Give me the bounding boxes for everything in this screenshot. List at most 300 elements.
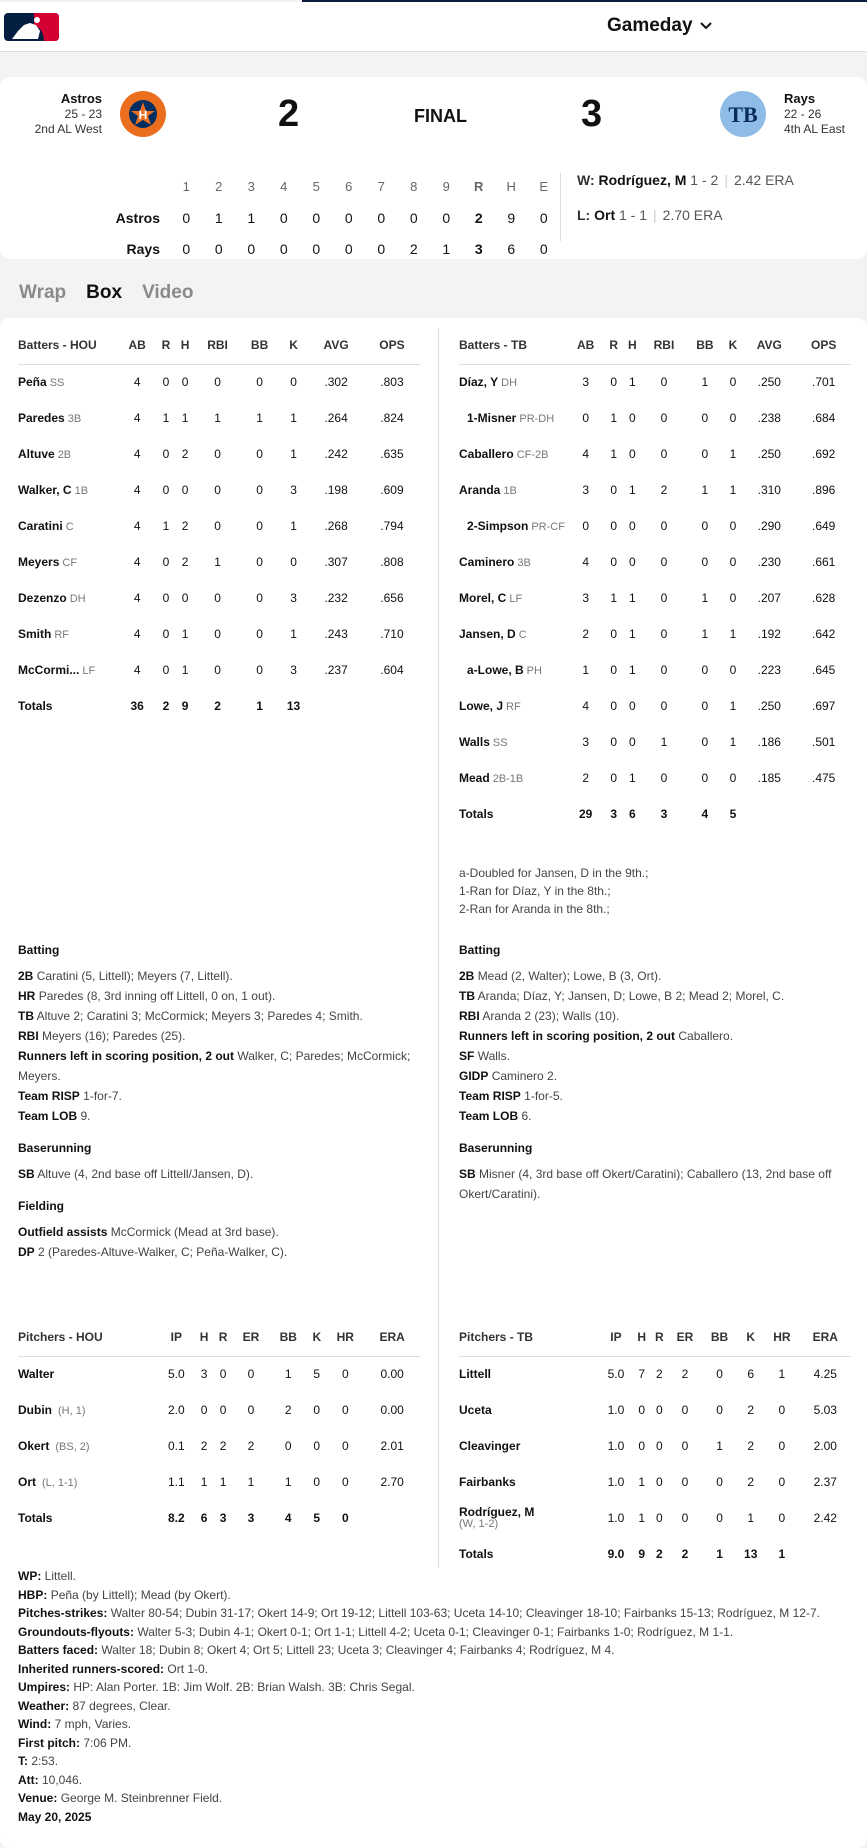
column-header[interactable]: RBI [642,326,687,364]
totals-cell: 36 [130,699,144,713]
totals-cell [742,796,796,832]
linescore-header-4: 4 [280,179,288,194]
column-header[interactable]: H [633,1318,651,1356]
pitcher-name[interactable]: Fairbanks [459,1475,516,1489]
notes-section-baserunning [18,1138,413,1184]
column-header[interactable]: K [737,1318,764,1356]
batter-name[interactable]: Caballero [459,447,514,461]
stat-cell: .604 [380,663,404,677]
pitcher-cell [459,1500,599,1536]
losing-pitcher[interactable]: L: Ort 1 - 1 | 2.70 ERA [577,207,723,223]
stat-cell: 0 [284,1439,292,1453]
mlb-logo[interactable] [4,13,59,41]
batter-position: 1B [74,485,89,497]
note-line [18,1242,413,1262]
note-text: 1-for-7. [83,1089,122,1103]
column-header[interactable]: H [623,326,642,364]
game-info-line [18,1678,848,1697]
batter-name[interactable]: Díaz, Y [459,375,499,390]
batter-position: RF [506,701,521,713]
win-pitcher-record: 1 - 2 [690,172,719,188]
totals-cell [796,796,851,832]
stat-cell: 0 [660,771,668,785]
linescore-cell: 9 [507,209,516,226]
linescore-team[interactable]: Rays [126,240,160,257]
note-text: McCormick (Mead at 3rd base). [110,1225,279,1239]
batter-cell [459,436,567,472]
batter-name[interactable]: Caratini [18,519,63,533]
note-label: GIDP [459,1069,489,1083]
stat-cell: 4 [133,375,141,390]
stat-cell: 1 [290,519,297,533]
stat-cell: 2 [582,771,590,785]
batter-name[interactable]: 1-Misner [467,411,517,425]
totals-cell: 2 [681,1547,689,1561]
linescore-cell: 0 [312,209,321,226]
note-line [18,986,413,1006]
batter-position: SS [492,737,508,749]
batter-name[interactable]: a-Lowe, B [467,663,524,677]
stat-cell: 1.0 [607,1511,625,1525]
stat-cell: 0 [778,1475,786,1489]
batter-position: DH [69,593,86,605]
batter-name[interactable]: Aranda [459,483,501,497]
stat-cell: 0 [701,663,709,677]
batter-name[interactable]: Mead [459,771,490,785]
winning-pitcher[interactable]: W: Rodríguez, M 1 - 2 | 2.42 ERA [577,172,794,188]
batter-row [459,436,851,472]
batter-row [459,760,851,796]
info-label: WP: [18,1569,42,1583]
column-header[interactable]: R [650,1318,668,1356]
linescore-cell: 0 [214,240,223,257]
game-info-line [18,1715,848,1734]
note-line [18,1026,413,1046]
info-value: Littell. [44,1569,77,1583]
note-line [459,1046,854,1066]
tb-game-notes [459,940,854,1204]
note-text: 2 (Paredes-Altuve-Walker, C; Peña-Walker, C). [38,1245,288,1259]
batter-name[interactable]: Walls [459,735,490,749]
stat-cell: 1 [181,663,189,677]
totals-row [18,1500,420,1536]
stat-cell: 0 [162,447,170,461]
info-value: 10,046. [42,1772,83,1787]
stat-cell: 0 [256,627,263,641]
column-header[interactable]: ER [668,1318,702,1356]
win-label: W: [577,172,595,188]
linescore-header-H: H [506,179,516,194]
stat-cell: 0 [681,1475,689,1489]
totals-cell: 8.2 [167,1511,185,1525]
stat-cell: 0.1 [167,1439,185,1453]
pitcher-row [18,1392,420,1428]
batter-position: C [518,629,527,641]
pitcher-name[interactable]: Uceta [459,1403,492,1417]
stat-cell: 6 [747,1367,755,1382]
column-header[interactable]: H [195,1318,214,1356]
stat-cell: 2 [181,519,189,533]
pitcher-cell [459,1392,599,1428]
stat-cell: .250 [757,699,781,713]
totals-cell: 1 [256,699,263,713]
stat-cell: 0 [610,699,618,713]
stat-cell: 0 [681,1511,689,1525]
stat-cell: 1 [747,1511,755,1525]
column-header[interactable]: K [724,326,743,364]
totals-cell: 13 [744,1547,758,1561]
rays-logo-letters: TB [728,102,758,127]
chevron-down-icon [699,21,713,31]
stat-cell: 0 [219,1367,227,1382]
stat-cell: 0 [629,411,636,425]
totals-label: Totals [459,807,494,821]
stat-cell: 1.0 [607,1439,625,1453]
column-header[interactable]: HR [326,1318,364,1356]
away-score: 2 [278,93,300,135]
column-header: Batters - HOU [18,326,118,364]
pitcher-name[interactable]: Ort [18,1475,36,1489]
batter-cell [459,508,567,544]
stat-cell: 0 [214,447,221,461]
stat-cell: 0 [638,1403,646,1417]
stat-cell: 0 [162,627,170,641]
column-header[interactable]: IP [158,1318,195,1356]
stat-cell: .250 [757,447,781,461]
stat-cell: 3 [290,663,297,677]
stat-cell: 2 [747,1475,755,1489]
batter-name[interactable]: 2-Simpson [467,519,529,533]
batter-row [18,508,420,544]
linescore-cell: 1 [214,209,223,226]
pitcher-row [459,1500,851,1536]
game-status: FINAL [414,106,467,126]
section-heading: Fielding [18,1199,64,1213]
batter-row [459,472,851,508]
astros-logo[interactable] [120,91,166,137]
stat-cell: 0 [610,375,618,390]
info-value: HP: Alan Porter. 1B: Jim Wolf. 2B: Brian Walsh. 3B: Chris Segal. [73,1680,415,1694]
batter-cell [459,652,567,688]
batter-position: LF [509,593,523,605]
totals-row [459,796,851,832]
column-header[interactable]: HR [764,1318,799,1356]
stat-cell: 0 [716,1403,723,1417]
stat-cell: 2.37 [813,1475,837,1489]
column-header[interactable]: H [176,326,195,364]
linescore-cell: 0 [539,209,548,226]
linescore-cell: 6 [507,240,516,257]
stat-cell: 0 [610,519,618,533]
game-info-line [18,1604,848,1623]
note-text: Caratini (5, Littell); Meyers (7, Littell). [36,969,233,983]
totals-cell: 3 [247,1511,255,1525]
stat-cell: 1 [638,1475,646,1489]
linescore-team[interactable]: Astros [115,209,160,226]
stat-cell: .649 [812,519,836,533]
stat-cell: 5.0 [167,1367,185,1382]
totals-cell: 13 [286,699,301,713]
stat-cell: .609 [380,483,404,497]
stat-cell: 1.0 [607,1475,625,1489]
note-line [459,1086,854,1106]
note-label: SF [459,1049,475,1063]
rays-logo[interactable] [720,91,766,137]
batter-name[interactable]: Smith [18,627,52,641]
batter-row [459,400,851,436]
totals-row [18,688,420,724]
batter-cell [18,616,118,652]
section-heading: Baserunning [459,1141,533,1155]
linescore-header-R: R [474,179,484,194]
tab-video[interactable]: Video [142,282,194,303]
stat-cell: 0 [629,519,636,533]
stat-cell: 0 [582,411,590,425]
note-line [18,1086,413,1106]
stat-cell: 0 [214,375,221,390]
note-line [459,986,854,1006]
totals-cell: 2 [162,699,170,713]
pitcher-name[interactable]: Walter [18,1367,55,1382]
batter-cell [459,400,567,436]
batter-name[interactable]: Dezenzo [18,591,67,605]
stat-cell: 0 [655,1475,663,1489]
stat-cell: 0 [313,1403,321,1417]
stat-cell: 0 [582,519,590,533]
stat-cell: 0 [681,1403,689,1417]
totals-cell: 3 [219,1511,227,1525]
stat-cell: 3 [290,591,297,605]
tab-box[interactable]: Box [86,282,123,303]
batter-name[interactable]: Walker, C [18,483,72,497]
stat-cell: 0 [629,735,636,749]
column-header[interactable]: K [307,1318,326,1356]
stat-cell: .192 [757,627,781,641]
batter-cell [18,580,118,616]
notes-section-baserunning [459,1138,854,1204]
column-divider [438,328,439,1568]
win-pitcher-era: 2.42 ERA [733,172,794,188]
stat-cell: 4 [582,555,590,569]
column-header[interactable]: ERA [364,1318,420,1356]
batter-name[interactable]: Lowe, J [459,699,504,713]
batter-name[interactable]: McCormi... [18,663,80,677]
stat-cell: .232 [324,591,348,605]
stat-cell: 3 [290,483,297,497]
stat-cell: 0 [256,591,263,605]
info-label: Wind: [18,1717,52,1731]
batter-position: 3B [67,413,82,425]
stat-cell: 3 [582,591,590,605]
info-label: Venue: [18,1791,58,1805]
column-header[interactable]: RBI [195,326,241,364]
note-text: 1-for-5. [524,1089,563,1103]
stat-cell: .656 [380,591,404,605]
stat-cell: 1 [638,1511,646,1525]
stat-cell: 0 [701,447,709,461]
batter-cell [18,508,118,544]
totals-cell: 9 [638,1547,646,1561]
batter-position: 1B [503,485,517,497]
totals-cell: 2 [214,699,221,713]
batter-row [459,724,851,760]
column-header[interactable]: K [279,326,309,364]
section-heading: Batting [18,943,60,957]
stat-cell: .250 [757,375,781,390]
stat-cell: 4 [133,483,141,497]
stat-cell: 0 [290,375,297,390]
column-header[interactable]: R [604,326,623,364]
stat-cell: 0 [247,1367,255,1382]
info-value: 87 degrees, Clear. [72,1698,171,1713]
pitcher-cell [18,1356,158,1392]
gameday-menu[interactable] [607,15,713,37]
stat-cell: .684 [812,411,836,425]
column-header[interactable]: AVG [742,326,796,364]
stat-cell: 0 [181,375,189,390]
stat-cell: .264 [324,411,348,425]
batter-name[interactable]: Caminero [459,555,515,569]
away-team-name[interactable]: Astros [60,91,102,106]
stat-cell: 2 [747,1403,755,1417]
column-header[interactable]: AB [567,326,604,364]
column-header[interactable]: BB [269,1318,307,1356]
stat-cell: 2 [200,1439,208,1453]
linescore-card [0,77,867,259]
pitcher-name[interactable]: Cleavinger [459,1439,521,1453]
stat-cell: 0 [341,1367,349,1382]
game-date: May 20, 2025 [18,1809,92,1824]
info-value: Walter 5-3; Dubin 4-1; Okert 0-1; Ort 1-1; Littell 4-2; Uceta 0-1; Cleavinger 0-1; Fairbanks 1-0; Rodríguez, M 1-1. [137,1624,734,1639]
column-header[interactable]: R [214,1318,233,1356]
stat-cell: 1 [214,411,221,425]
stat-cell: 0 [701,411,709,425]
stat-cell: 1 [219,1475,227,1489]
stat-cell: 3 [582,483,590,497]
stat-cell: 3 [200,1367,208,1382]
batter-name[interactable]: Meyers [18,555,60,569]
batter-position: PR-CF [531,521,565,533]
stat-cell: 1 [290,447,297,461]
batter-name[interactable]: Jansen, D [459,627,516,641]
column-header[interactable]: OPS [796,326,851,364]
stat-cell: 3 [582,735,590,749]
batter-name[interactable]: Paredes [18,411,65,425]
stat-cell: 0 [729,663,737,677]
note-text: Altuve 2; Caratini 3; McCormick; Meyers 3; Paredes 4; Smith. [36,1009,363,1023]
batter-cell [18,400,118,436]
note-label: Team LOB [18,1109,78,1123]
stat-cell: 0 [256,375,263,390]
notes-section-batting [459,940,854,1126]
pitcher-name[interactable]: Dubin [18,1403,52,1417]
stat-cell: 0 [701,555,709,569]
navbar [0,2,867,52]
stat-cell: 0 [729,411,737,425]
linescore-cell: 0 [279,209,288,226]
stat-cell: 4 [133,555,141,569]
note-label: DP [18,1245,35,1259]
batter-name[interactable]: Altuve [18,447,55,461]
pitcher-row [18,1428,420,1464]
note-label: 2B [459,969,475,983]
stat-cell: 0 [256,447,263,461]
batter-row [459,688,851,724]
column-header[interactable]: AVG [308,326,364,364]
note-line [459,1026,854,1046]
pitcher-cell [18,1392,158,1428]
stat-cell: 1 [582,663,590,677]
note-line [459,1006,854,1026]
pitcher-name[interactable]: Rodríguez, M [459,1505,535,1519]
batter-cell [18,652,118,688]
column-header[interactable]: BB [702,1318,737,1356]
game-info [18,1567,848,1826]
stat-cell: 1 [729,735,737,749]
stat-cell: 0 [610,735,618,749]
totals-cell: 4 [701,807,709,821]
info-value: Walter 80-54; Dubin 31-17; Okert 14-9; Ort 19-12; Littell 103-63; Uceta 14-10; Cleavinger 18-10; Fairbanks 15-13; Rodríguez, M 12-7. [110,1606,820,1620]
stat-cell: 4 [582,699,590,713]
stat-cell: .642 [812,627,836,641]
pitcher-name[interactable]: Littell [459,1367,491,1382]
column-header[interactable]: ER [233,1318,270,1356]
linescore-cell: 0 [182,240,191,257]
column-header[interactable]: OPS [364,326,420,364]
stat-cell: 2 [219,1439,227,1453]
column-header[interactable]: BB [686,326,723,364]
pitcher-row [18,1356,420,1392]
pitcher-name[interactable]: Okert [18,1439,50,1453]
totals-cell: 3 [660,807,668,821]
stat-cell: 0 [162,555,170,569]
totals-cell: 4 [284,1511,292,1525]
note-label: Team RISP [18,1089,80,1103]
batter-name[interactable]: Morel, C [459,591,507,605]
column-header[interactable]: ERA [800,1318,852,1356]
stat-cell: 1 [181,411,189,425]
stat-cell: 1 [629,663,636,677]
stat-cell: 1 [729,699,737,713]
pitcher-decision: (W, 1-2) [459,1518,499,1530]
stat-cell: 1 [247,1475,255,1489]
hou-batting-table [18,326,420,724]
column-header[interactable]: IP [599,1318,633,1356]
linescore-cell: 2 [409,240,418,257]
tab-wrap[interactable]: Wrap [19,282,67,303]
stat-cell: 1 [162,411,170,425]
stat-cell: 2 [582,627,590,641]
stat-cell: 0.00 [380,1403,404,1417]
column-header[interactable]: R [156,326,175,364]
info-label: Groundouts-flyouts: [18,1624,134,1639]
stat-cell: 2.00 [813,1439,837,1453]
pitcher-cell [459,1356,599,1392]
column-header[interactable]: AB [118,326,156,364]
batter-cell [459,580,567,616]
stat-cell: 0 [162,591,170,605]
batter-cell [459,760,567,796]
stat-cell: 1 [629,591,636,605]
totals-label: Totals [18,699,53,713]
stat-cell: 2 [284,1403,292,1417]
home-team-name[interactable]: Rays [784,91,816,106]
stat-cell: 1 [181,627,189,641]
note-label: TB [18,1009,34,1023]
column-header[interactable]: BB [240,326,278,364]
linescore-cell: 2 [474,209,483,226]
batter-name[interactable]: Peña [18,375,47,390]
